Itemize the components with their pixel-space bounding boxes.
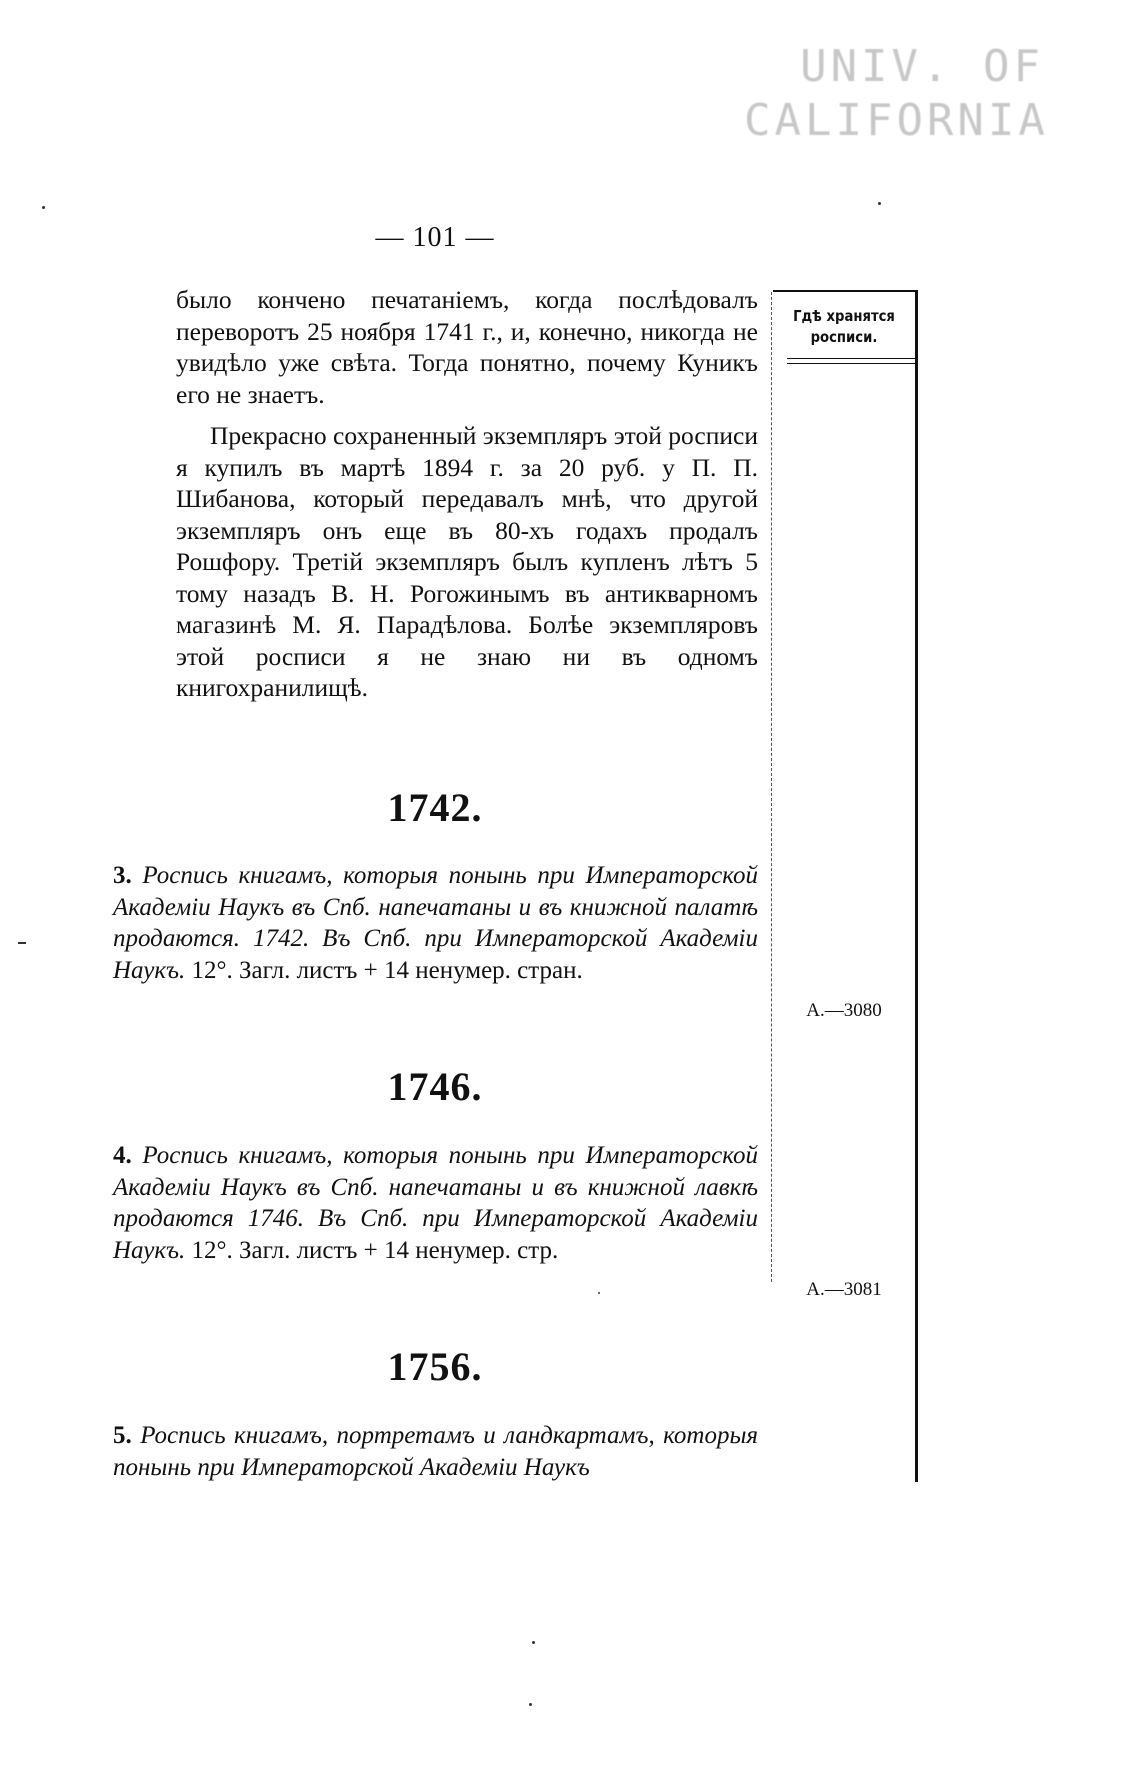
entry-number: 5. [113, 1422, 132, 1449]
page-number: — 101 — [375, 222, 495, 253]
catalog-entry [113, 860, 758, 986]
paragraph: Прекрасно сохраненный экземпляръ этой росписи я купилъ въ мартѣ 1894 г. за 20 руб. у П. П. Шибанова, который передавалъ мнѣ, что другой экземпляръ онъ еще въ 80-хъ годахъ продалъ Рошфору. Третій экземпляръ былъ купленъ лѣтъ 5 тому назадъ В. Н. Рогожинымъ въ антикварномъ магазинѣ М. Я. Парадѣлова. Болѣе экземпляровъ этой росписи я не знаю ни въ одномъ книгохранилищѣ. [176, 421, 758, 702]
library-stamp [744, 40, 1049, 148]
entry-title: Роспись книгамъ, которыя понынь при Императорской Академіи Наукъ въ Спб. напечатаны и въ книжной палатѣ продаются. 1742. Въ Спб. при Императорской Академіи Наукъ. [113, 862, 758, 984]
location-ref: А.—3081 [806, 1279, 882, 1300]
print-speck [878, 202, 881, 205]
location-column-header: Гдѣ хранятся росписи. [793, 307, 895, 346]
year-heading: 1756. [387, 1344, 483, 1389]
location-column [773, 290, 918, 1482]
year-heading: 1746. [387, 1064, 483, 1109]
print-speck [18, 942, 26, 944]
entry-description: 12°. Загл. листъ + 14 ненумер. стр. [191, 1236, 559, 1264]
entry-title: Роспись книгамъ, которыя понынь при Императорской Академіи Наукъ въ Спб. напечатаны и въ книжной лавкѣ продаются 1746. Въ Спб. при Императорской Академіи Наукъ. [113, 1142, 758, 1264]
stamp-line-1: UNIV. OF [800, 41, 1044, 92]
catalog-entry [113, 1140, 758, 1266]
catalog-entry [113, 1420, 758, 1483]
location-ref: А.—3080 [806, 1000, 882, 1021]
entry-description: 12°. Загл. листъ + 14 ненумер. стран. [191, 956, 583, 984]
paragraph: было кончено печатаніемъ, когда послѣдовалъ переворотъ 25 ноября 1741 г., и, конечно, никогда не увидѣло уже свѣта. Тогда понятно, почему Куникъ его не знаетъ. [176, 285, 758, 409]
entry-number: 4. [113, 1142, 132, 1169]
year-heading: 1742. [387, 785, 483, 830]
stamp-line-2: CALIFORNIA [744, 95, 1049, 146]
entry-number: 3. [113, 862, 132, 889]
print-speck [598, 1292, 600, 1294]
print-speck [532, 1641, 535, 1644]
entry-title: Роспись книгамъ, портретамъ и ландкартамъ, которыя понынь при Императорской Академіи Наукъ [113, 1422, 758, 1481]
print-speck [42, 206, 45, 209]
header-rule [787, 358, 915, 364]
body-text [176, 284, 758, 704]
print-speck [529, 1703, 532, 1706]
